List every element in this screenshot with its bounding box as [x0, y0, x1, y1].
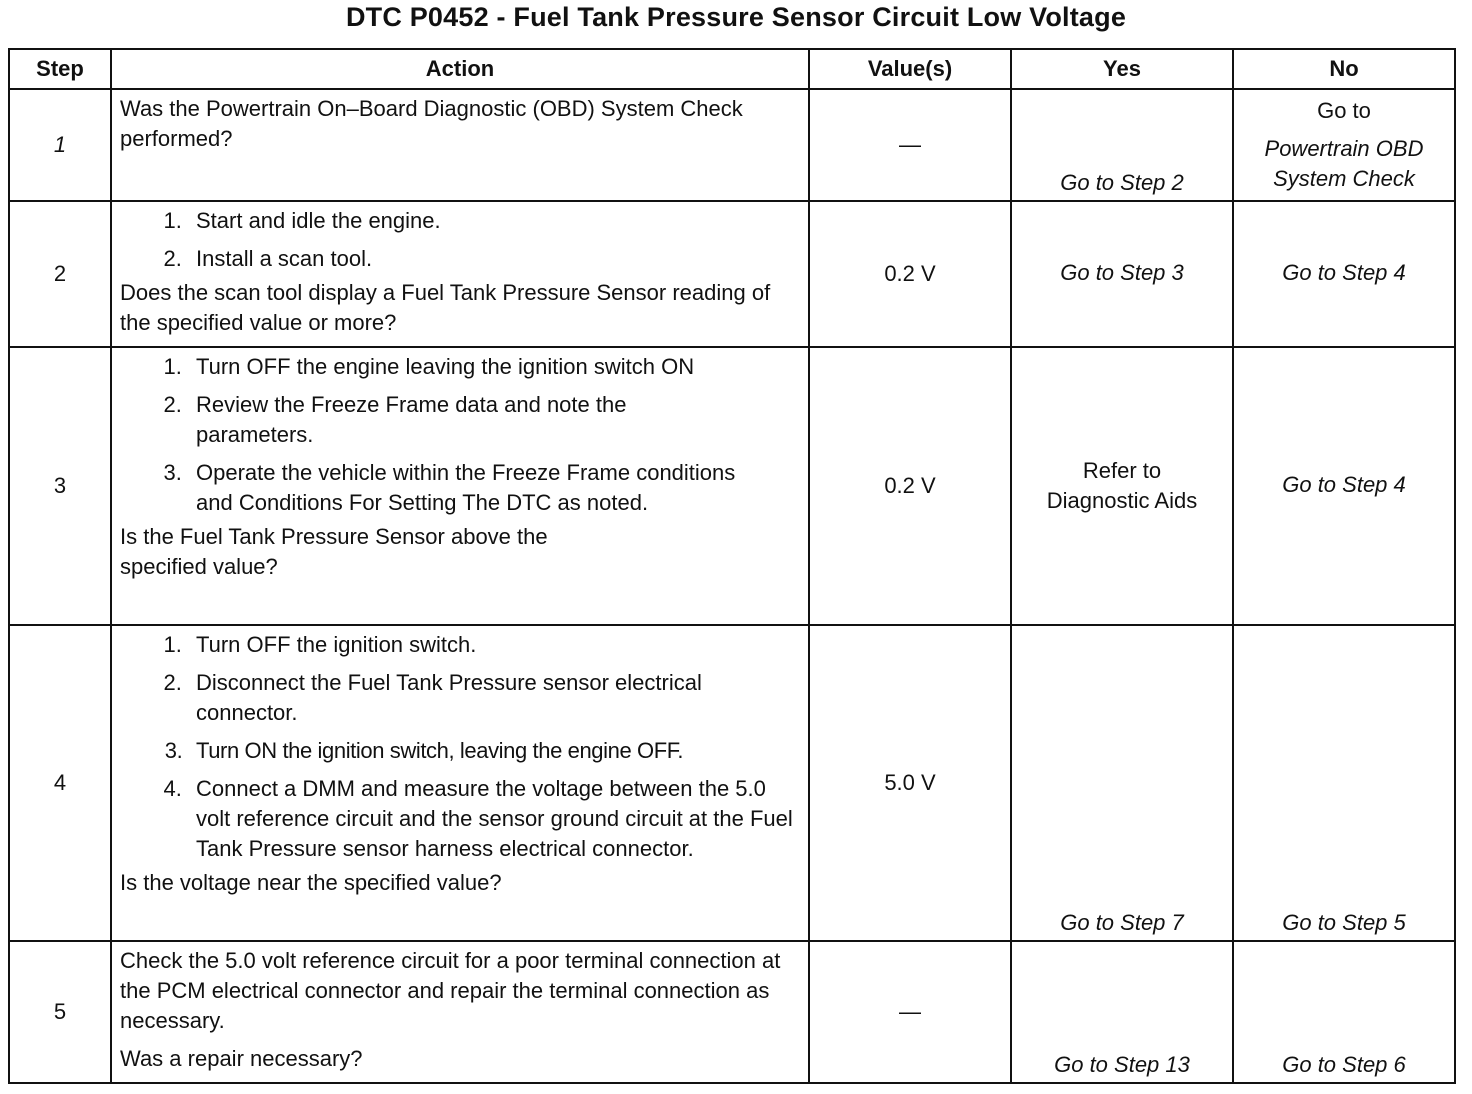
no-link: Powertrain OBD System Check [1264, 136, 1424, 191]
table-row [9, 347, 1455, 625]
action-cell [111, 201, 809, 347]
header-value: Value(s) [809, 49, 1011, 89]
header-action: Action [111, 49, 809, 89]
yes-cell: Go to Step 7 [1011, 625, 1233, 941]
value-cell: — [809, 941, 1011, 1083]
action-question: Was the Powertrain On–Board Diagnostic (OBD) System Check performed? [120, 96, 743, 151]
header-row [9, 49, 1455, 89]
action-question: Does the scan tool display a Fuel Tank Pressure Sensor reading of the specified value or more? [120, 280, 771, 335]
action-step: 3. Turn ON the ignition switch, leaving the engine OFF. [188, 736, 800, 766]
action-cell [111, 89, 809, 201]
yes-cell: Go to Step 3 [1011, 201, 1233, 347]
step-number: 3 [9, 347, 111, 625]
no-cell: Go to Step 6 [1233, 941, 1455, 1083]
table-row [9, 941, 1455, 1083]
no-cell: Go to Step 4 [1233, 201, 1455, 347]
action-cell [111, 941, 809, 1083]
action-step: 4. Connect a DMM and measure the voltage between the 5.0 volt reference circuit and the sensor ground circuit at the Fuel Tank Pressure sensor harness electrical connector. [188, 774, 800, 864]
action-question: Is the voltage near the specified value? [120, 870, 502, 895]
value-cell: 0.2 V [809, 201, 1011, 347]
action-step: 1. Start and idle the engine. [188, 206, 800, 236]
step-number: 4 [9, 625, 111, 941]
action-cell [111, 625, 809, 941]
yes-cell: Go to Step 2 [1011, 89, 1233, 201]
action-cell [111, 347, 809, 625]
value-cell: 0.2 V [809, 347, 1011, 625]
value-cell: — [809, 89, 1011, 201]
table-row [9, 625, 1455, 941]
action-step: 2. Review the Freeze Frame data and note the parameters. [188, 390, 800, 450]
action-step: 3. Operate the vehicle within the Freeze Frame conditions and Conditions For Setting The DTC as noted. [188, 458, 800, 518]
action-step: 1. Turn OFF the ignition switch. [188, 630, 800, 660]
action-step: 2. Disconnect the Fuel Tank Pressure sensor electrical connector. [188, 668, 800, 728]
no-cell: Go to Step 4 [1233, 347, 1455, 625]
action-step: 2. Install a scan tool. [188, 244, 800, 274]
action-step: 1. Turn OFF the engine leaving the ignition switch ON [188, 352, 800, 382]
no-prefix: Go to [1317, 98, 1371, 123]
step-number: 1 [9, 89, 111, 201]
header-no: No [1233, 49, 1455, 89]
step-number: 5 [9, 941, 111, 1083]
header-yes: Yes [1011, 49, 1233, 89]
yes-cell: Go to Step 13 [1011, 941, 1233, 1083]
page-title: DTC P0452 - Fuel Tank Pressure Sensor Circuit Low Voltage [345, 2, 1127, 32]
value-cell: 5.0 V [809, 625, 1011, 941]
table-row [9, 89, 1455, 201]
action-steps [120, 352, 800, 518]
no-cell: Go to Step 5 [1233, 625, 1455, 941]
step-number: 2 [9, 201, 111, 347]
no-cell [1233, 89, 1455, 201]
yes-cell: Refer to Diagnostic Aids [1011, 347, 1233, 625]
action-steps [120, 206, 800, 274]
table-row [9, 201, 1455, 347]
action-text: Check the 5.0 volt reference circuit for a poor terminal connection at the PCM electrical connector and repair the terminal connection as necessary. [120, 948, 781, 1033]
header-step: Step [9, 49, 111, 89]
action-steps [120, 630, 800, 864]
action-question: Was a repair necessary? [120, 1046, 363, 1071]
action-question: Is the Fuel Tank Pressure Sensor above the specified value? [120, 524, 548, 579]
diagnostic-table [8, 48, 1456, 1084]
